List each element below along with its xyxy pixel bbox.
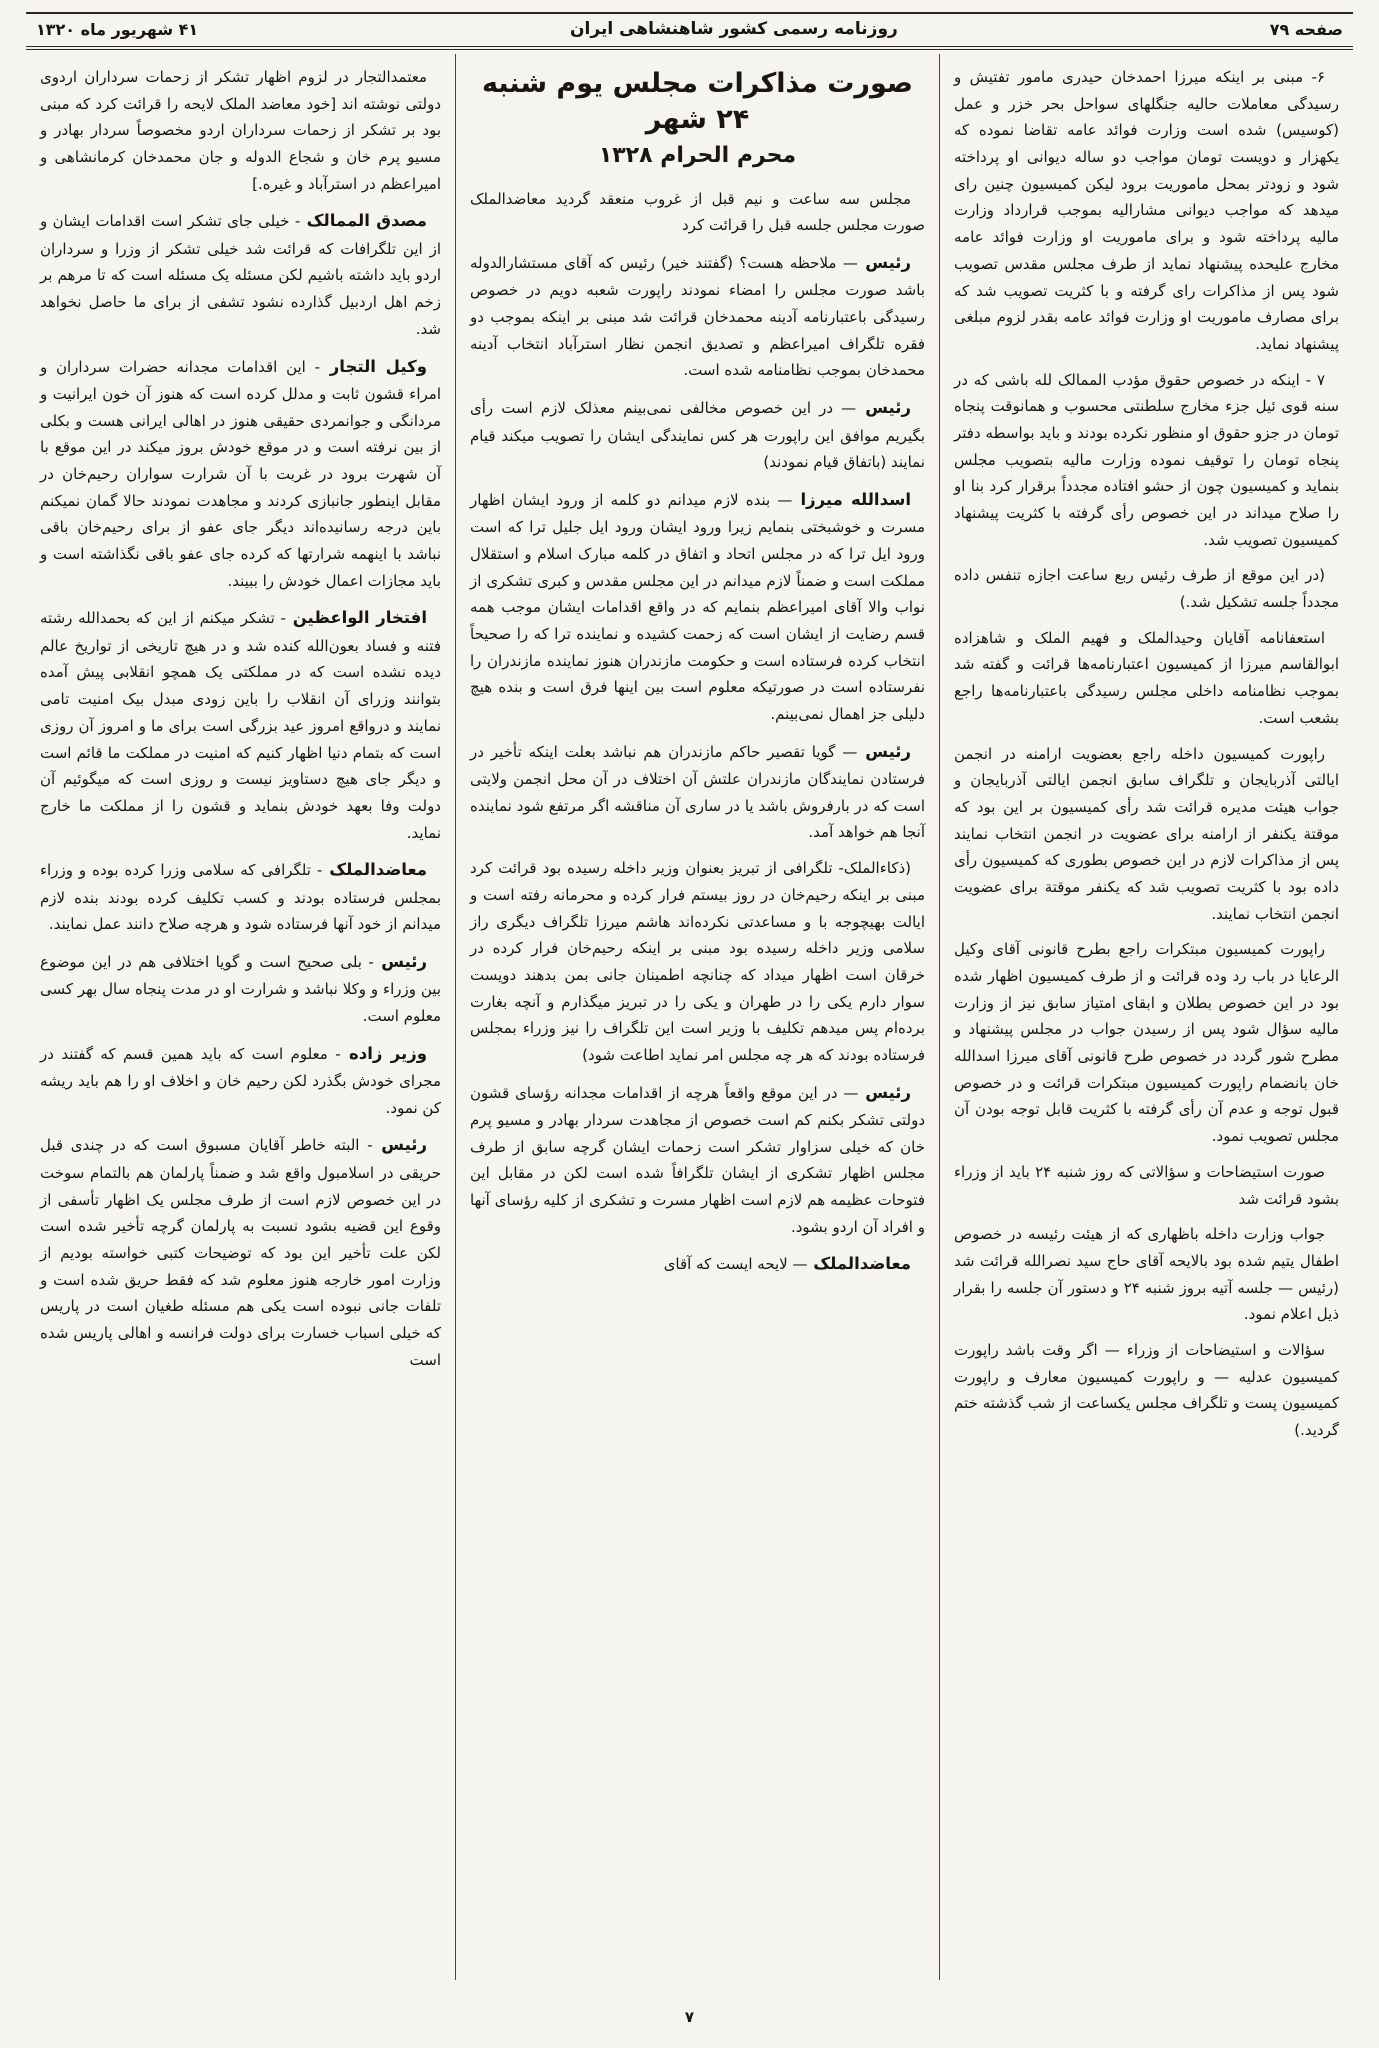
speaker-name: رئیس [373, 952, 427, 971]
paragraph: رئیس — در این خصوص مخالفی نمی‌بینم معذلک لازم است رأی بگیریم موافق این راپورت هر کس نمایندگی ایشان را تصویب میکند قیام نمایند (باتفاق قیام نمودند) [470, 398, 925, 472]
article-heading-line2: محرم الحرام ۱۳۲۸ [598, 142, 797, 168]
paragraph: رئیس — در این موقع واقعاً هرچه از اقدامات مجدانه رؤسای قشون دولتی تشکر بکنم کم است خصوص از مجاهدت سردار بهادر و مسیو پرم خان که خیلی سزاوار تشکر است زحمات ایشان گرچه سابق از طرف مجلس اظهار تشکری از ایشان تلگرافاً شده است لکن در مقابل این فتوحات عظیمه هم لازم است اظهار مسرت و تشکری از کلیه رؤسای آنها و افراد آن اردو بشود. [470, 1082, 925, 1236]
speaker-name: اسدالله میرزا [792, 489, 911, 509]
paragraph: معاضدالملک - تلگرافی که سلامی وزرا کرده بوده و وزراء بمجلس فرستاده بودند و کسب تکلیف کرده بودند بنده لازم میدانم از خود آنها فرستاده شود و هرچه صلاح دانند عمل نمایند. [40, 860, 441, 934]
paragraph: رئیس — ملاحظه هست؟ (گفتند خیر) رئیس که آقای مستشارالدوله باشد صورت مجلس را امضاء نمودند راپورت شعبه دویم در خصوص رسیدگی باعتبارنامه آدینه محمدخان قرائت شد مبنی بر اینکه بموجب دو فقره تلگراف امیراعظم و تصدیق انجمن نظار استرآباد انتخاب آدینه محمدخان بموجب نظامنامه شده است. [470, 253, 925, 380]
page-number: ۷ [684, 2008, 695, 2026]
columns [26, 50, 1353, 1980]
speaker-name: معاضدالملک [322, 860, 427, 880]
paragraph: افتخار الواعظین - تشکر میکنم از این که بحمدالله رشته فتنه و فساد بعون‌الله کنده شد و در هیچ تاریخی از تواریخ عالم دیده نشده است که در مملکتی یک همچو انقلابی پیش آمده بتوانند وزرای آن انقلاب را باین زودی مبدل بیک امنیت تامی نمایند و درواقع امروز عید بزرگی است برای ما و امروز آن روزی است که بتمام دنیا اظهار کنیم که امنیت در مملکت ما قائم است و دیگر جای هیچ دستاویز نیست و روزی است که میگوئیم آن دولت وفا بعهد خودش بنماید و قشون را از مملکت ما خارج نماید. [40, 608, 441, 842]
column-divider [455, 54, 456, 1980]
paragraph: (ذکاءالملک- تلگرافی از تبریز بعنوان وزیر داخله رسیده بود قرائت کرد مبنی بر اینکه رحیم‌خان در روز بیستم فرار کرده و محرمانه رفته است و ایالت بهیچوجه با و مساعدتی نکرده‌اند هاشم میرزا تلگراف دیگری راز سلامی وزیر داخله رسیده بود مبنی بر اینکه رحیم‌خان فرار کرده در خرقان است اظهار میداد که چنانچه اطمینان جانی بمن بدهند دویست سوار دارم یکی را در طهران و یکی را در تبریز میگذارم و آنچه بغارت برده‌ام پس میدهم تکلیف با وزیر است این تلگراف را نیز وزراء بمجلس فرستاده بودند که هر چه مجلس امر نماید اطاعت شود) [470, 859, 925, 1064]
speaker-name: مصدق الممالک [300, 211, 427, 231]
page-footer [0, 2008, 1379, 2026]
paragraph: راپورت کمیسیون داخله راجع بعضویت ارامنه در انجمن ایالتی آذربایجان و تلگراف سابق انجمن ایالتی آذربایجان و جواب هیئت مدیره قرائت شد رأی کمیسیون بر این بود که موقتة یکنفر از ارامنه برای عضویت در انجمن انتخاب نمایند پس از مذاکرات لازم در این خصوص بطوری که کمیسیون رأی داده بود با کثریت تصویب شد که یکنفر موقتة برای عضویت انجمن انتخاب نمایند. [954, 744, 1339, 923]
paragraph: رئیس - بلی صحیح است و گویا اختلافی هم در این موضوع بین وزراء و وکلا نباشد و شرارت او در مدت پنجاه سال بهر کسی معلوم است. [40, 952, 441, 1026]
column-center-body [470, 186, 925, 1279]
paragraph: استعفانامه آقایان وحیدالملک و فهیم الملک و شاهزاده ابوالقاسم میرزا از کمیسیون اعتبارنامه‌ها قرائت و گفته شد بموجب نظامنامه داخلی مجلس رسیدگی باعتبارنامه‌ها راجع بشعب است. [954, 628, 1339, 727]
article-heading [470, 66, 925, 172]
paragraph: ۷ - اینکه در خصوص حقوق مؤدب الممالک لله باشی که در سنه قوی ئیل جزء مخارج سلطنتی محسوب و همانوقت پنجاه تومان در جزو حقوق او منظور نکرده بودند و باید بواسطه دفتر پنجاه تومان را توقیف نموده وزارت مالیه بتصویب مجلس بنماید و کمیسیون چون از حشو افتاده مجدداً برقرار کرد بنا او را صلاح میداند در این خصوص رأی گرفته با کثریت پیشنهاد کمیسیون تصویب شد. [954, 370, 1339, 549]
speaker-name: رئیس [857, 253, 912, 273]
speaker-name: افتخار الواعظین [285, 608, 427, 628]
paragraph: جواب وزارت داخله باظهاری که از هیئت رئیسه در خصوص اطفال یتیم شده بود بالایحه آقای حاج سید نصرالله قرائت شد (رئیس — جلسه آتیه بروز شنبه ۲۴ و دستور آن جلسه را بقرار ذیل اعلام نمود. [954, 1225, 1339, 1324]
column-left [26, 50, 455, 1980]
paragraph: وزیر زاده - معلوم است که باید همین قسم که گفتند در مجرای خودش بگذرد لکن رحیم خان و اخلاف او را هم باید ریشه کن نمود. [40, 1043, 441, 1117]
column-right [940, 50, 1353, 1980]
article-heading-line1: صورت مذاکرات مجلس یوم شنبه ۲۴ شهر [482, 68, 913, 136]
paragraph: صورت استیضاحات و سؤالاتی که روز شنبه ۲۴ باید از وزراء بشود قرائت شد [954, 1162, 1339, 1208]
paragraph: راپورت کمیسیون مبتکرات راجع بطرح قانونی آقای وکیل الرعایا در باب رد وده قرائت و از طرف کمیسیون اظهار شده بود در این خصوص بطلان و ابقای امتیاز سابق نیز از وزارت مالیه سؤال شود پس از رسیدن جواب در مجلس پیشنهاد و مطرح شور گردد در خصوص طرح قانونی آقای میرزا اسدالله خان بانضمام راپورت کمیسیون مبتکرات قرائت و در خصوص قبول توجه و عدم آن رأی گرفته با کثریت قابل توجه بودن آن مجلس تصویب نمود. [954, 940, 1339, 1146]
masthead [26, 12, 1353, 50]
paragraph: سؤالات و استیضاحات از وزراء — اگر وقت باشد راپورت کمیسیون عدلیه — و راپورت کمیسیون معارف و راپورت کمیسیون پست و تلگراف مجلس یکساعت از شب گذشته ختم گردید.) [954, 1340, 1339, 1439]
newspaper-title: روزنامه رسمی کشور شاهنشاهی ایران [570, 19, 898, 39]
paragraph: مصدق الممالک - خیلی جای تشکر است اقدامات ایشان و از این تلگرافات که قرائت شد خیلی تشکر از وزرا و سرداران اردو باید داشته باشیم لکن مسئله یک مسئله است که تا مرهم بر زخم اهل اردبیل گذارده نشود تشفی از برای ما حاصل نخواهد شد. [40, 211, 441, 338]
speaker-name: وکیل التجار [320, 356, 427, 376]
column-center [456, 50, 939, 1980]
paragraph: مجلس سه ساعت و نیم قبل از غروب منعقد گردید معاضدالملک صورت مجلس جلسه قبل را قرائت کرد [470, 189, 925, 235]
speaker-name: رئیس [858, 1082, 911, 1102]
paragraph: رئیس — گویا تقصیر حاکم مازندران هم نباشد بعلت اینکه تأخیر در فرستادن نمایندگان مازندران علتش آن اختلاف در آن محل انجمن ولایتی است که در بارفروش باشد یا در ساری آن مناقشه اگر مرتفع شود نماینده آنجا هم خواهد آمد. [470, 741, 925, 842]
paragraph: اسدالله میرزا — بنده لازم میدانم دو کلمه از ورود ایشان اظهار مسرت و خوشبختی بنمایم زیرا ورود ایشان ورود ایل جلیل ترا که است ورود ایل ترا که در مجلس اتحاد و اتفاق در کلمه مبارک اسلام و استقلال مملکت است و ضمناً لازم میدانم در این مجلس مقدس و کبری تشکری از نواب والا آقای امیراعظم بنمایم که در واقع اقدامات ایشان موجب همه قسم رضایت از ایشان است که زحمت کشیده و نماینده ترا که را صحیحاً انتخاب کرده فرستاده است و حکومت مازندران هنوز نماینده مازندران را نفرستاده است در صورتیکه معلوم است بین اینها فرق است و بنده هیچ دلیلی جز اهمال نمی‌بینم. [470, 489, 925, 724]
paragraph: وکیل التجار - این اقدامات مجدانه حضرات سرداران و امراء قشون ثابت و مدلل کرده است که هنوز آن خون ایرانیت و مردانگی و جوانمردی حقیقی هنوز در اهالی ایرانی هست و بکلی از بین نرفته است و در موقع خودش بروز میکند در این موقع با آن شهرت برود در غربت با آن شرارت سواران رحیم‌خان در مقابل اینطور جانبازی کردند و مجاهدت نمودند حالا گمان نمیکنم باین درجه رسانیده‌اند دیگر جای عفو از برای رحیم‌خان باقی نباشد با اینهمه شرارتها که کرده جای عفو باقی نگذاشته است و باید مجازات اعمال خودش را ببیند. [40, 356, 441, 590]
issue-date: ۴۱ شهریور ماه ۱۳۲۰ [36, 19, 199, 39]
speaker-name: رئیس [857, 741, 911, 761]
speaker-name: معاضدالملک [807, 1254, 911, 1274]
paragraph: رئیس - البته خاطر آقایان مسبوق است که در چندی قبل حریقی در اسلامبول واقع شد و ضمناً پارلمان هم بالتمام سوخت در این خصوص لازم است از طرف مجلس یک اظهار تأسفی از وقوع این قضیه بشود نسبت به پارلمان گرچه تأخیر شده است لکن علت تأخیر این بود که توضیحات کتبی خواسته بودیم از وزارت امور خارجه هنوز معلوم شد که فقط حریق شده است و تلفات جانی نبوده است یکی هم مسئله طغیان است در پاریس که خیلی اسباب خسارت برای دولت فرانسه و اهالی پاریس شده است [40, 1135, 441, 1369]
column-divider [939, 54, 940, 1980]
paragraph: معاضدالملک — لایحه ایست که آقای [663, 1254, 911, 1274]
paragraph: (در این موقع از طرف رئیس ربع ساعت اجازه تنفس داده مجدداً جلسه تشکیل شد.) [954, 566, 1339, 612]
paragraph: ۶- مبنی بر اینکه میرزا احمدخان حیدری مامور تفتیش و رسیدگی معاملات حالیه جنگلهای سواحل بحر خزر و عمل (کوسیس) شده است وزارت فوائد عامه تقاضا نموده که یکهزار و دویست تومان مواجب دو ساله دیوانی او پرداخته شود و زودتر بمحل ماموریت برود لیکن کمیسیون چنین رای میدهد که مواجب دیوانی مشارالیه بموجب قرارداد وزارت مالیه پرداخته شود و برای ماموریت او وزارت فوائد عامه مخارج علیحده پیشنهاد نماید از طرف مجلس مقدس تصویب شود پس از مذاکرات رای گرفته و با کثریت تصویب شد که برای مصارف ماموریت او وزارت فوائد عامه بقدر لزوم مبلغی پیشنهاد نماید. [954, 68, 1339, 353]
paragraph: معتمدالتجار در لزوم اظهار تشکر از زحمات سرداران اردوی دولتی نوشته اند [خود معاضد الملک لایحه را قرائت کرد که مبنی بود بر تشکر از زحمات سرداران اردو مخصوصاً سردار بهادر و مسیو پرم خان و شجاع الدوله و جان محمدخان کرمانشاهی و امیراعظم در استرآباد و غیره.] [40, 68, 441, 193]
page-label: صفحه ۷۹ [1269, 19, 1343, 39]
speaker-name: وزیر زاده [340, 1043, 427, 1063]
speaker-name: رئیس [372, 1135, 427, 1155]
speaker-name: رئیس [856, 398, 911, 418]
